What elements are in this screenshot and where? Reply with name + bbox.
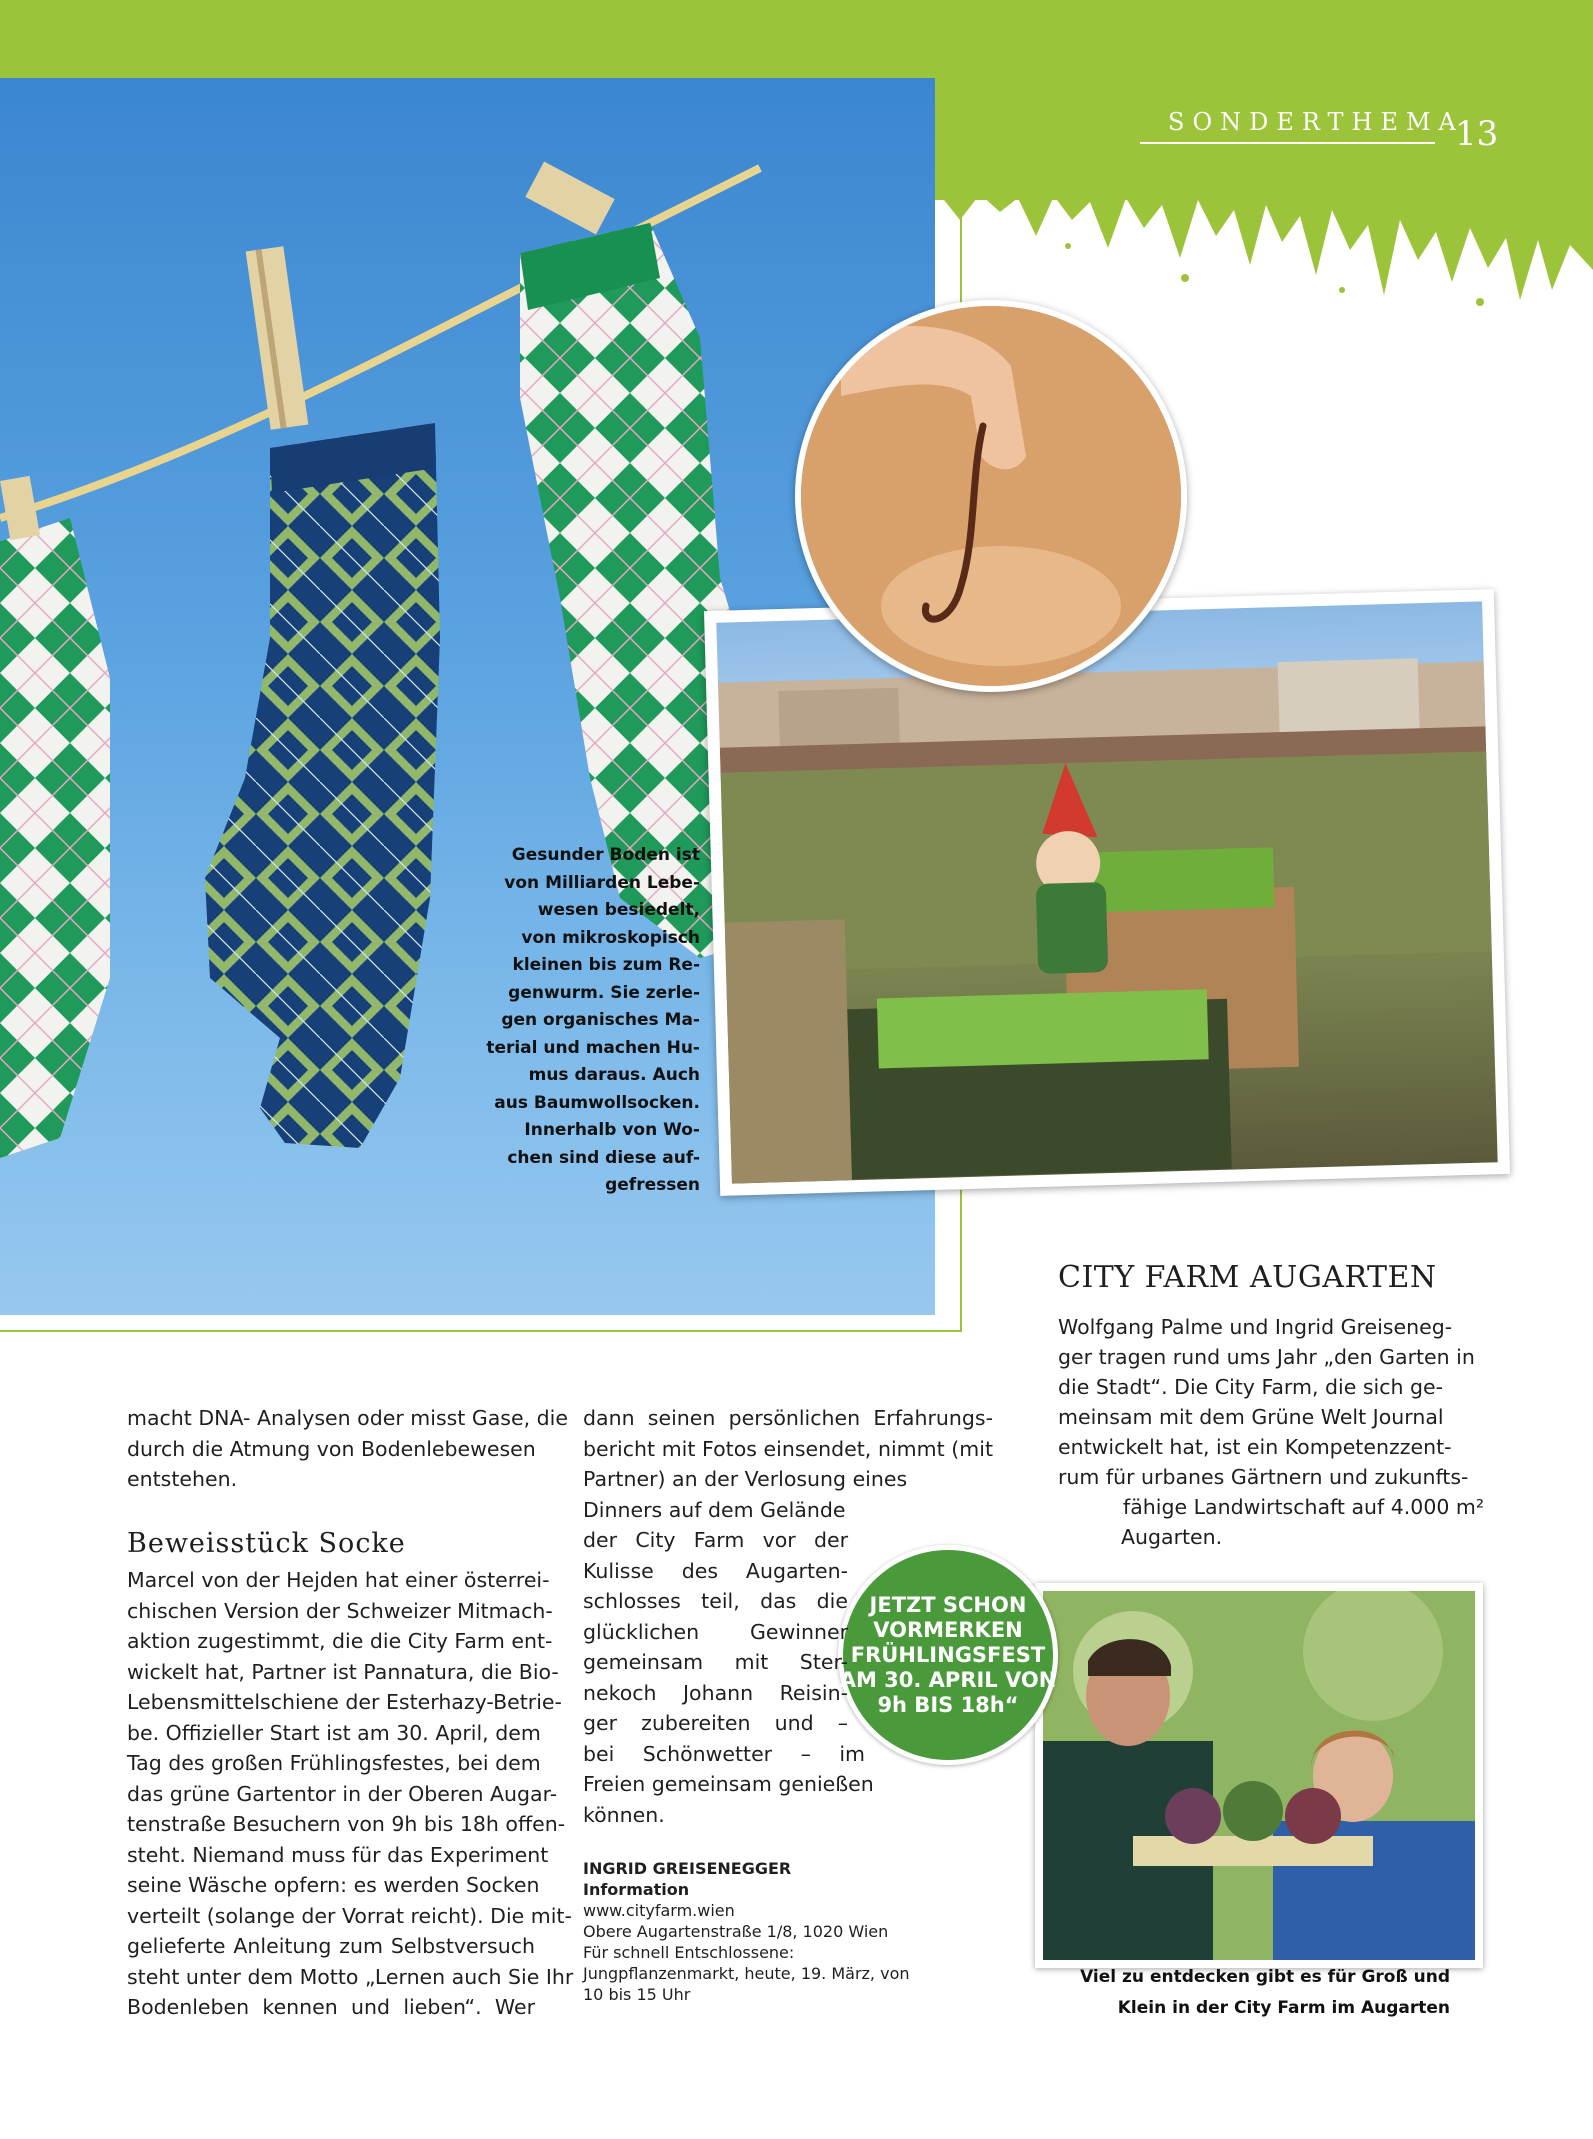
subheading-beweisstueck-socke: Beweisstück Socke xyxy=(127,1528,406,1559)
text-line: seine Wäsche opfern: es werden Socken xyxy=(127,1873,540,1897)
caption-line: kleinen bis zum Re- xyxy=(512,955,700,975)
text-line: gelieferte Anleitung zum Selbstversuch xyxy=(127,1934,535,1958)
text-line: Marcel von der Hejden hat einer österrei- xyxy=(127,1568,550,1592)
garden-photo-image xyxy=(716,601,1497,1183)
city-farm-intro-text xyxy=(1058,1312,1485,1552)
caption-line: von mikroskopisch xyxy=(521,927,700,948)
caption-line: terial und machen Hu- xyxy=(486,1037,700,1058)
text-line: ger tragen rund ums Jahr „den Garten in xyxy=(1058,1345,1475,1369)
info-title: Information xyxy=(583,1880,690,1899)
wolfgang-and-ingrid-photo xyxy=(1035,1583,1483,1968)
caption-line: Viel zu entdecken gibt es für Groß und xyxy=(1080,1967,1450,1987)
text-line: glücklichen Gewinner xyxy=(583,1619,848,1644)
article-column-2 xyxy=(583,1403,993,1830)
text-line: das grüne Gartentor in der Oberen Augar- xyxy=(127,1781,558,1806)
couple-photo-image xyxy=(1043,1591,1475,1960)
couple-photo-caption xyxy=(1060,1962,1450,2024)
info-line: Für schnell Entschlossene: xyxy=(583,1943,795,1962)
text-line: chischen Version der Schweizer Mitmach- xyxy=(127,1598,553,1623)
text-line: dann seinen persönlichen Erfahrungs- xyxy=(583,1406,993,1430)
text-line: nekoch Johann Reisin- xyxy=(583,1680,848,1705)
text-line: entwickelt hat, ist ein Kompetenzzent- xyxy=(1058,1435,1452,1459)
text-line: die Stadt“. Die City Farm, die sich ge- xyxy=(1058,1375,1444,1399)
author-name: INGRID GREISENEGGER xyxy=(583,1859,792,1878)
city-farm-garden-photo xyxy=(704,589,1510,1196)
text-line: rum für urbanes Gärtnern und zukunfts- xyxy=(1058,1465,1469,1489)
text-line: be. Offizieller Start ist am 30. April, dem xyxy=(127,1720,541,1745)
garden-illustration xyxy=(716,601,1497,1183)
text-line: schlosses teil, das die xyxy=(583,1589,848,1613)
text-line: steht. Niemand muss für das Experiment xyxy=(127,1842,549,1867)
info-block xyxy=(583,1858,923,2005)
article-column-1-intro xyxy=(127,1403,568,1495)
frame-line xyxy=(960,1190,962,1330)
couple-illustration xyxy=(1043,1591,1475,1960)
text-line: Tag des großen Frühlingsfestes, bei dem xyxy=(127,1751,541,1775)
caption-line: Innerhalb von Wo- xyxy=(524,1120,700,1140)
text-line: gemeinsam mit Ster- xyxy=(583,1650,848,1674)
text-line: meinsam mit dem Grüne Welt Journal xyxy=(1058,1405,1444,1429)
text-line: Kulisse des Augarten- xyxy=(583,1558,848,1583)
text-line: Dinners auf dem Gelände xyxy=(583,1497,846,1522)
frame-line xyxy=(960,46,962,324)
text-line: aktion zugestimmt, die die City Farm ent- xyxy=(127,1629,553,1653)
text-line: Lebensmittelschiene der Esterhazy-Betrie- xyxy=(127,1690,562,1714)
page-number: 13 xyxy=(1455,114,1499,154)
worm-illustration xyxy=(801,306,1181,686)
caption-line: von Milliarden Lebe- xyxy=(504,872,700,893)
text-line: Wolfgang Palme und Ingrid Greiseneg- xyxy=(1058,1315,1453,1339)
caption-line: Gesunder Boden ist xyxy=(511,845,700,865)
caption-line: gen organisches Ma- xyxy=(501,1010,700,1030)
paint-splash-decoration xyxy=(940,150,1593,310)
frame-line xyxy=(0,1330,962,1332)
text-line: fähige Landwirtschaft auf 4.000 m² xyxy=(1123,1495,1485,1519)
child-with-earthworm-photo xyxy=(795,300,1187,692)
text-line: Augarten. xyxy=(1121,1525,1223,1549)
badge-line: AM 30. APRIL VON xyxy=(839,1667,1057,1692)
badge-line: VORMERKEN xyxy=(873,1617,1023,1642)
section-label: SONDERTHEMA xyxy=(1168,108,1464,136)
text-line: steht unter dem Motto „Lernen auch Sie Ihr xyxy=(127,1964,574,1989)
info-line: Jungpflanzenmarkt, heute, 19. März, von xyxy=(583,1964,910,1983)
text-line: entstehen. xyxy=(127,1467,238,1491)
text-line: durch die Atmung von Bodenlebewesen xyxy=(127,1436,536,1461)
text-line: der City Farm vor der xyxy=(583,1528,848,1552)
caption-line: gefressen xyxy=(605,1175,700,1195)
article-column-1-body xyxy=(127,1565,574,2023)
text-line: können. xyxy=(583,1802,665,1827)
caption-line: chen sind diese auf- xyxy=(507,1147,700,1168)
website-link[interactable]: www.cityfarm.wien xyxy=(583,1901,735,1920)
badge-line: JETZT SCHON xyxy=(869,1592,1027,1617)
caption-line: mus daraus. Auch xyxy=(528,1065,700,1085)
caption-line: genwurm. Sie zerle- xyxy=(508,982,700,1003)
frame-line xyxy=(0,46,962,48)
text-line: bericht mit Fotos einsendet, nimmt (mit xyxy=(583,1436,993,1461)
city-farm-heading: CITY FARM AUGARTEN xyxy=(1058,1260,1437,1295)
text-line: Partner) an der Verlosung eines xyxy=(583,1467,908,1491)
caption-line: aus Baumwollsocken. xyxy=(494,1092,700,1113)
text-line: bei Schönwetter – im xyxy=(583,1741,865,1766)
section-rule xyxy=(1140,142,1435,144)
badge-line: 9h BIS 18h“ xyxy=(877,1692,1019,1717)
text-line: verteilt (solange der Vorrat reicht). Die mit- xyxy=(127,1903,572,1928)
text-line: Freien gemeinsam genießen xyxy=(583,1772,874,1796)
caption-line: Klein in der City Farm im Augarten xyxy=(1117,1998,1450,2018)
info-line: 10 bis 15 Uhr xyxy=(583,1985,691,2004)
text-line: wickelt hat, Partner ist Pannatura, die Bio- xyxy=(127,1659,559,1684)
text-line: tenstraße Besuchern von 9h bis 18h offen- xyxy=(127,1812,566,1836)
text-line: Bodenleben kennen und lieben“. Wer xyxy=(127,1995,535,2019)
info-line: Obere Augartenstraße 1/8, 1020 Wien xyxy=(583,1922,889,1941)
text-line: ger zubereiten und – xyxy=(583,1711,848,1735)
badge-line: FRÜHLINGSFEST xyxy=(850,1642,1046,1667)
socks-photo-caption xyxy=(430,842,700,1200)
caption-line: wesen besiedelt, xyxy=(537,900,700,920)
text-line: macht DNA- Analysen oder misst Gase, die xyxy=(127,1406,568,1430)
